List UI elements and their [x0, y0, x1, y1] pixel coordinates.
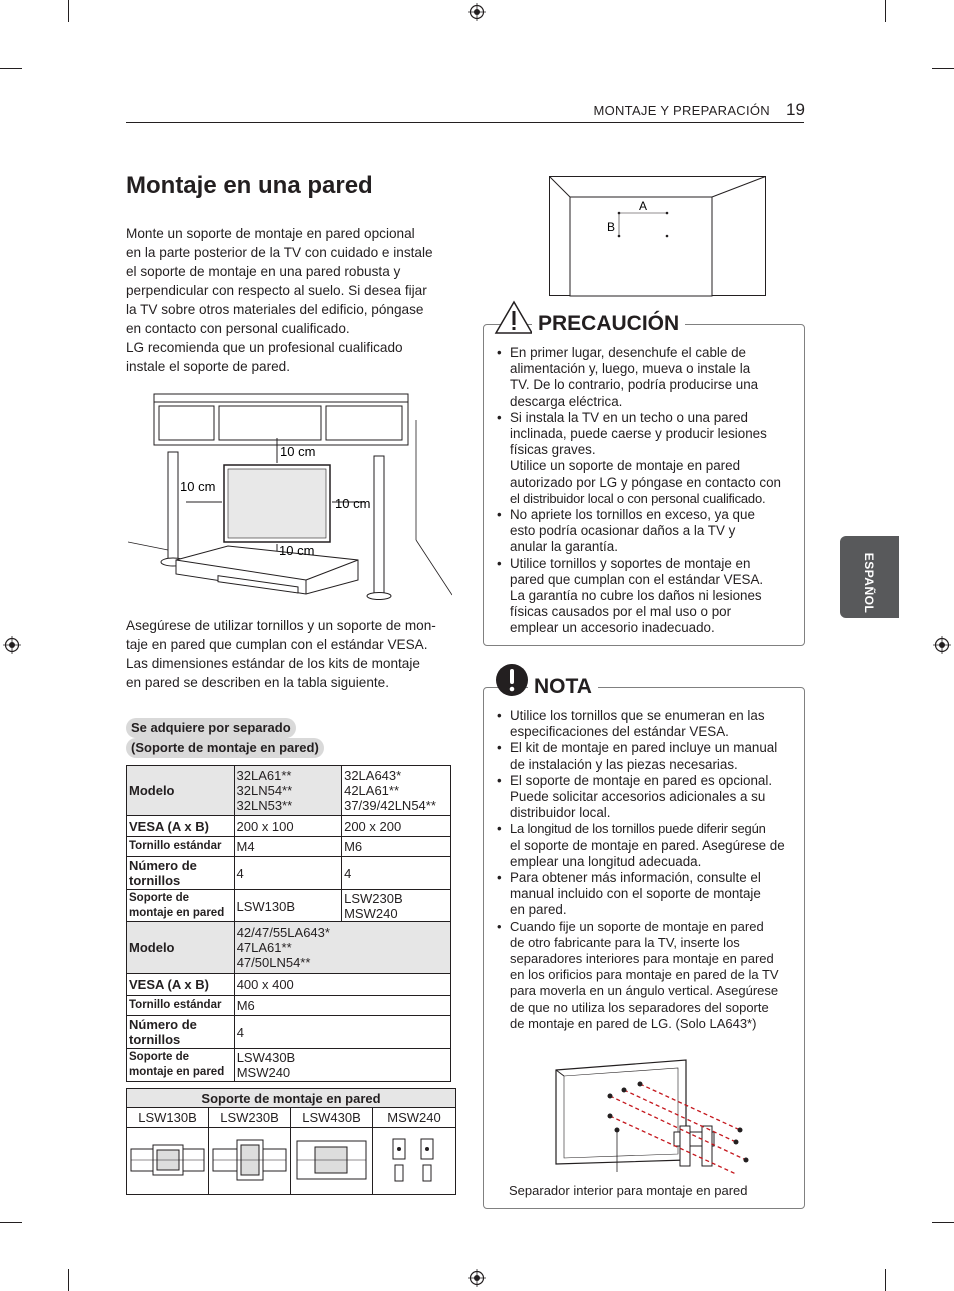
text-line: Utilice un soporte de montaje en pared: [510, 458, 741, 474]
bracket-name: MSW240: [236, 1065, 291, 1080]
text-line: autorizado por LG y póngase en contacto con: [510, 474, 781, 490]
text-line: en pared.: [510, 902, 567, 918]
crop-mark: [885, 0, 886, 22]
list-item: [497, 708, 797, 740]
list-item: [497, 507, 797, 556]
text-line: alimentación y, luego, mueva o instale la: [510, 361, 751, 377]
note-list: [497, 708, 797, 1032]
text-line: el distribuidor local o con personal cualificado.: [510, 490, 766, 506]
model-name: 32LA61**: [236, 768, 292, 783]
text-line: Las dimensiones estándar de los kits de montaje: [126, 656, 420, 671]
model-cell: [234, 766, 342, 816]
model-name: 47LA61**: [236, 940, 292, 955]
text-line: de que no utiliza los separadores del soporte: [510, 999, 769, 1015]
bracket-lsw430b-icon: [293, 1135, 370, 1185]
table-row: [127, 837, 451, 857]
spacer-caption: Separador interior para montaje en pared: [509, 1183, 748, 1198]
text-line: en los orificios para montaje en pared de la TV: [510, 967, 779, 983]
table-row: [127, 1016, 451, 1049]
table-row: [127, 890, 451, 923]
text-line: • La longitud de los tornillos puede diferir según: [510, 821, 766, 837]
screw-label: Tornillo estándar: [127, 837, 235, 857]
list-item: [497, 410, 797, 507]
registration-mark-icon: [468, 1269, 486, 1287]
screw-count-value: 4: [342, 857, 451, 890]
screw-count-value: 4: [234, 857, 342, 890]
model-name: 32LN53**: [236, 798, 293, 813]
text-line: de montaje en pared de LG. (Solo LA643*): [510, 1015, 757, 1031]
text-line: para moverla en un ángulo vertical. Asegúrese: [510, 983, 779, 999]
text-line: el soporte de montaje en pared. Asegúrese de: [510, 837, 785, 853]
table-row: [127, 816, 451, 837]
text-line: físicas causados por el mal uso o por: [510, 604, 732, 620]
crop-mark: [0, 1222, 22, 1223]
bracket-name: LSW430B: [236, 1050, 296, 1065]
crop-mark: [68, 1269, 69, 1291]
text-line: físicas graves.: [510, 442, 596, 458]
bracket-header: LSW130B: [127, 1108, 209, 1128]
bracket-image-cell: [373, 1128, 456, 1195]
screw-label: Tornillo estándar: [127, 996, 235, 1016]
section-header: MONTAJE Y PREPARACIÓN: [593, 103, 770, 118]
model-name: 47/50LN54**: [236, 955, 311, 970]
vesa-paragraph: [126, 616, 451, 692]
model-name: 32LN54**: [236, 783, 293, 798]
vesa-b-label: B: [607, 220, 616, 234]
clearance-right-label: 10 cm: [335, 496, 371, 511]
screw-value: M6: [342, 837, 451, 857]
crop-mark: [885, 1269, 886, 1291]
bracket-lsw130b-icon: [129, 1135, 206, 1185]
text-line: Puede solicitar accesorios adicionales a su: [510, 789, 766, 805]
wall-mount-bracket-label: (Soporte de montaje en pared): [126, 738, 324, 758]
text-line: distribuidor local.: [510, 805, 611, 821]
text-line: la TV sobre otros materiales del edificio, póngase: [126, 302, 424, 317]
text-line: LG recomienda que un profesional cualificado: [126, 340, 403, 355]
table-row: [127, 996, 451, 1016]
bracket-header: LSW230B: [209, 1108, 291, 1128]
text-line: manual incluido con el soporte de montaje: [510, 886, 761, 902]
list-item: [497, 821, 797, 870]
page-number: 19: [786, 100, 805, 119]
text-line: • No apriete los tornillos en exceso, ya que: [510, 507, 755, 523]
table-row: [127, 1049, 451, 1082]
clearance-top-label: 10 cm: [280, 444, 316, 459]
label-line: tornillos: [129, 873, 181, 888]
text-line: perpendicular con respecto al suelo. Si desea fijar: [126, 283, 427, 298]
bracket-header: LSW430B: [291, 1108, 373, 1128]
text-line: La garantía no cubre los daños ni lesiones: [510, 588, 762, 604]
text-line: esto podría ocasionar daños a la TV y: [510, 523, 736, 539]
text-line: • El soporte de montaje en pared es opcional.: [510, 772, 773, 788]
clearance-left-label: 10 cm: [180, 479, 216, 494]
bracket-lsw230b-icon: [211, 1135, 288, 1185]
model-name: 42LA61**: [344, 783, 400, 798]
model-cell: [342, 766, 451, 816]
table-row: [127, 1128, 456, 1195]
label-line: montaje en pared: [129, 907, 225, 919]
table-row: [127, 1108, 456, 1128]
bracket-label: [127, 1049, 235, 1082]
text-line: • Para obtener más información, consulte el: [510, 870, 761, 886]
registration-mark-icon: [3, 636, 21, 654]
model-cell: [234, 922, 450, 974]
language-tab: [840, 536, 899, 618]
text-line: separadores interiores para montaje en pared: [510, 951, 774, 967]
text-line: inclinada, puede caerse y producir lesiones: [510, 426, 767, 442]
table-row: [127, 974, 451, 996]
label-line: Soporte de: [129, 1051, 190, 1063]
vesa-label: VESA (A x B): [127, 974, 235, 996]
text-line: emplear una longitud adecuada.: [510, 853, 702, 869]
vesa-spec-table-2: [126, 921, 451, 1082]
screw-value: M4: [234, 837, 342, 857]
bracket-msw240-icon: [375, 1135, 453, 1185]
text-line: • Utilice los tornillos que se enumeran en las: [510, 708, 765, 723]
vesa-dimension-diagram: [549, 176, 767, 297]
screw-count-value: 4: [234, 1016, 450, 1049]
text-line: pared que cumplan con el estándar VESA.: [510, 571, 764, 587]
vesa-value: 200 x 200: [342, 816, 451, 837]
label-line: montaje en pared: [129, 1066, 225, 1078]
language-tab-label: ESPAÑOL: [862, 552, 876, 614]
bracket-image-cell: [127, 1128, 209, 1195]
crop-mark: [932, 68, 954, 69]
text-line: TV. De lo contrario, podría producirse una: [510, 377, 759, 393]
table-row: [127, 857, 451, 890]
text-line: Monte un soporte de montaje en pared opcional: [126, 226, 415, 241]
bracket-image-cell: [291, 1128, 373, 1195]
screw-count-label: [127, 857, 235, 890]
bracket-value: [342, 890, 451, 923]
bracket-label: [127, 890, 235, 923]
model-name: 32LA643*: [344, 768, 402, 783]
screw-value: M6: [234, 996, 450, 1016]
text-line: el soporte de montaje en una pared robusta y: [126, 264, 401, 279]
vesa-a-label: A: [639, 199, 648, 213]
text-line: • Utilice tornillos y soportes de montaje en: [510, 555, 751, 571]
registration-mark-icon: [933, 636, 951, 654]
header-rule: [126, 122, 804, 123]
text-line: especificaciones del estándar VESA.: [510, 724, 729, 740]
bracket-header: MSW240: [373, 1108, 456, 1128]
bracket-name: LSW230B: [344, 891, 403, 906]
text-line: • El kit de montaje en pared incluye un manual: [510, 740, 778, 756]
text-line: • En primer lugar, desenchufe el cable de: [510, 345, 746, 360]
label-line: tornillos: [129, 1032, 181, 1047]
text-line: emplear un accesorio inadecuado.: [510, 620, 715, 636]
model-label: Modelo: [127, 922, 235, 974]
bracket-value: LSW130B: [234, 890, 342, 923]
vesa-value: 400 x 400: [234, 974, 450, 996]
model-name: 37/39/42LN54**: [344, 798, 436, 813]
note-title: NOTA: [528, 675, 598, 699]
crop-mark: [932, 1222, 954, 1223]
text-line: instale el soporte de pared.: [126, 359, 290, 374]
intro-paragraph: [126, 224, 451, 376]
exclamation-icon: [494, 662, 530, 698]
list-item: [497, 919, 797, 1032]
wall-clearance-illustration: [128, 390, 452, 600]
text-line: en contacto con personal cualificado.: [126, 321, 350, 336]
caution-title: PRECAUCIÓN: [532, 312, 685, 336]
text-line: • Si instala la TV en un techo o una pared: [510, 409, 748, 425]
caution-list: [497, 345, 797, 637]
page-title: Montaje en una pared: [126, 172, 373, 199]
warning-triangle-icon: [494, 300, 534, 336]
text-line: en la parte posterior de la TV con cuidado e instale: [126, 245, 433, 260]
bracket-table: [126, 1088, 456, 1195]
bracket-value: [234, 1049, 450, 1082]
bracket-name: MSW240: [344, 906, 398, 921]
vesa-label: VESA (A x B): [127, 816, 235, 837]
label-line: Número de: [129, 858, 197, 873]
table-row: [127, 1089, 456, 1108]
clearance-bottom-label: 10 cm: [279, 543, 315, 558]
text-line: de otro fabricante para la TV, inserte los: [510, 934, 740, 950]
table-row: [127, 766, 451, 816]
text-line: anular la garantía.: [510, 539, 618, 555]
list-item: [497, 345, 797, 410]
label-line: Número de: [129, 1017, 197, 1032]
text-line: Asegúrese de utilizar tornillos y un soporte de mon-: [126, 618, 436, 633]
list-item: [497, 556, 797, 637]
text-line: • Cuando fije un soporte de montaje en pared: [510, 918, 764, 934]
table-row: [127, 922, 451, 974]
text-line: en pared se describen en la tabla siguiente.: [126, 675, 389, 690]
vesa-spec-table-1: [126, 765, 451, 923]
screw-count-label: [127, 1016, 235, 1049]
model-name: 42/47/55LA643*: [236, 925, 330, 940]
sold-separately-label: Se adquiere por separado: [126, 718, 296, 738]
spacer-installation-illustration: [550, 1056, 790, 1174]
text-line: taje en pared que cumplan con el estándar VESA.: [126, 637, 428, 652]
label-line: Soporte de: [129, 892, 190, 904]
text-line: descarga eléctrica.: [510, 393, 623, 409]
list-item: [497, 773, 797, 822]
bracket-image-cell: [209, 1128, 291, 1195]
vesa-value: 200 x 100: [234, 816, 342, 837]
crop-mark: [0, 68, 22, 69]
crop-mark: [68, 0, 69, 22]
list-item: [497, 870, 797, 919]
text-line: de instalación y las piezas necesarias.: [510, 756, 738, 772]
list-item: [497, 740, 797, 772]
model-label: Modelo: [127, 766, 235, 816]
registration-mark-icon: [468, 3, 486, 21]
bracket-table-title: Soporte de montaje en pared: [127, 1089, 456, 1108]
